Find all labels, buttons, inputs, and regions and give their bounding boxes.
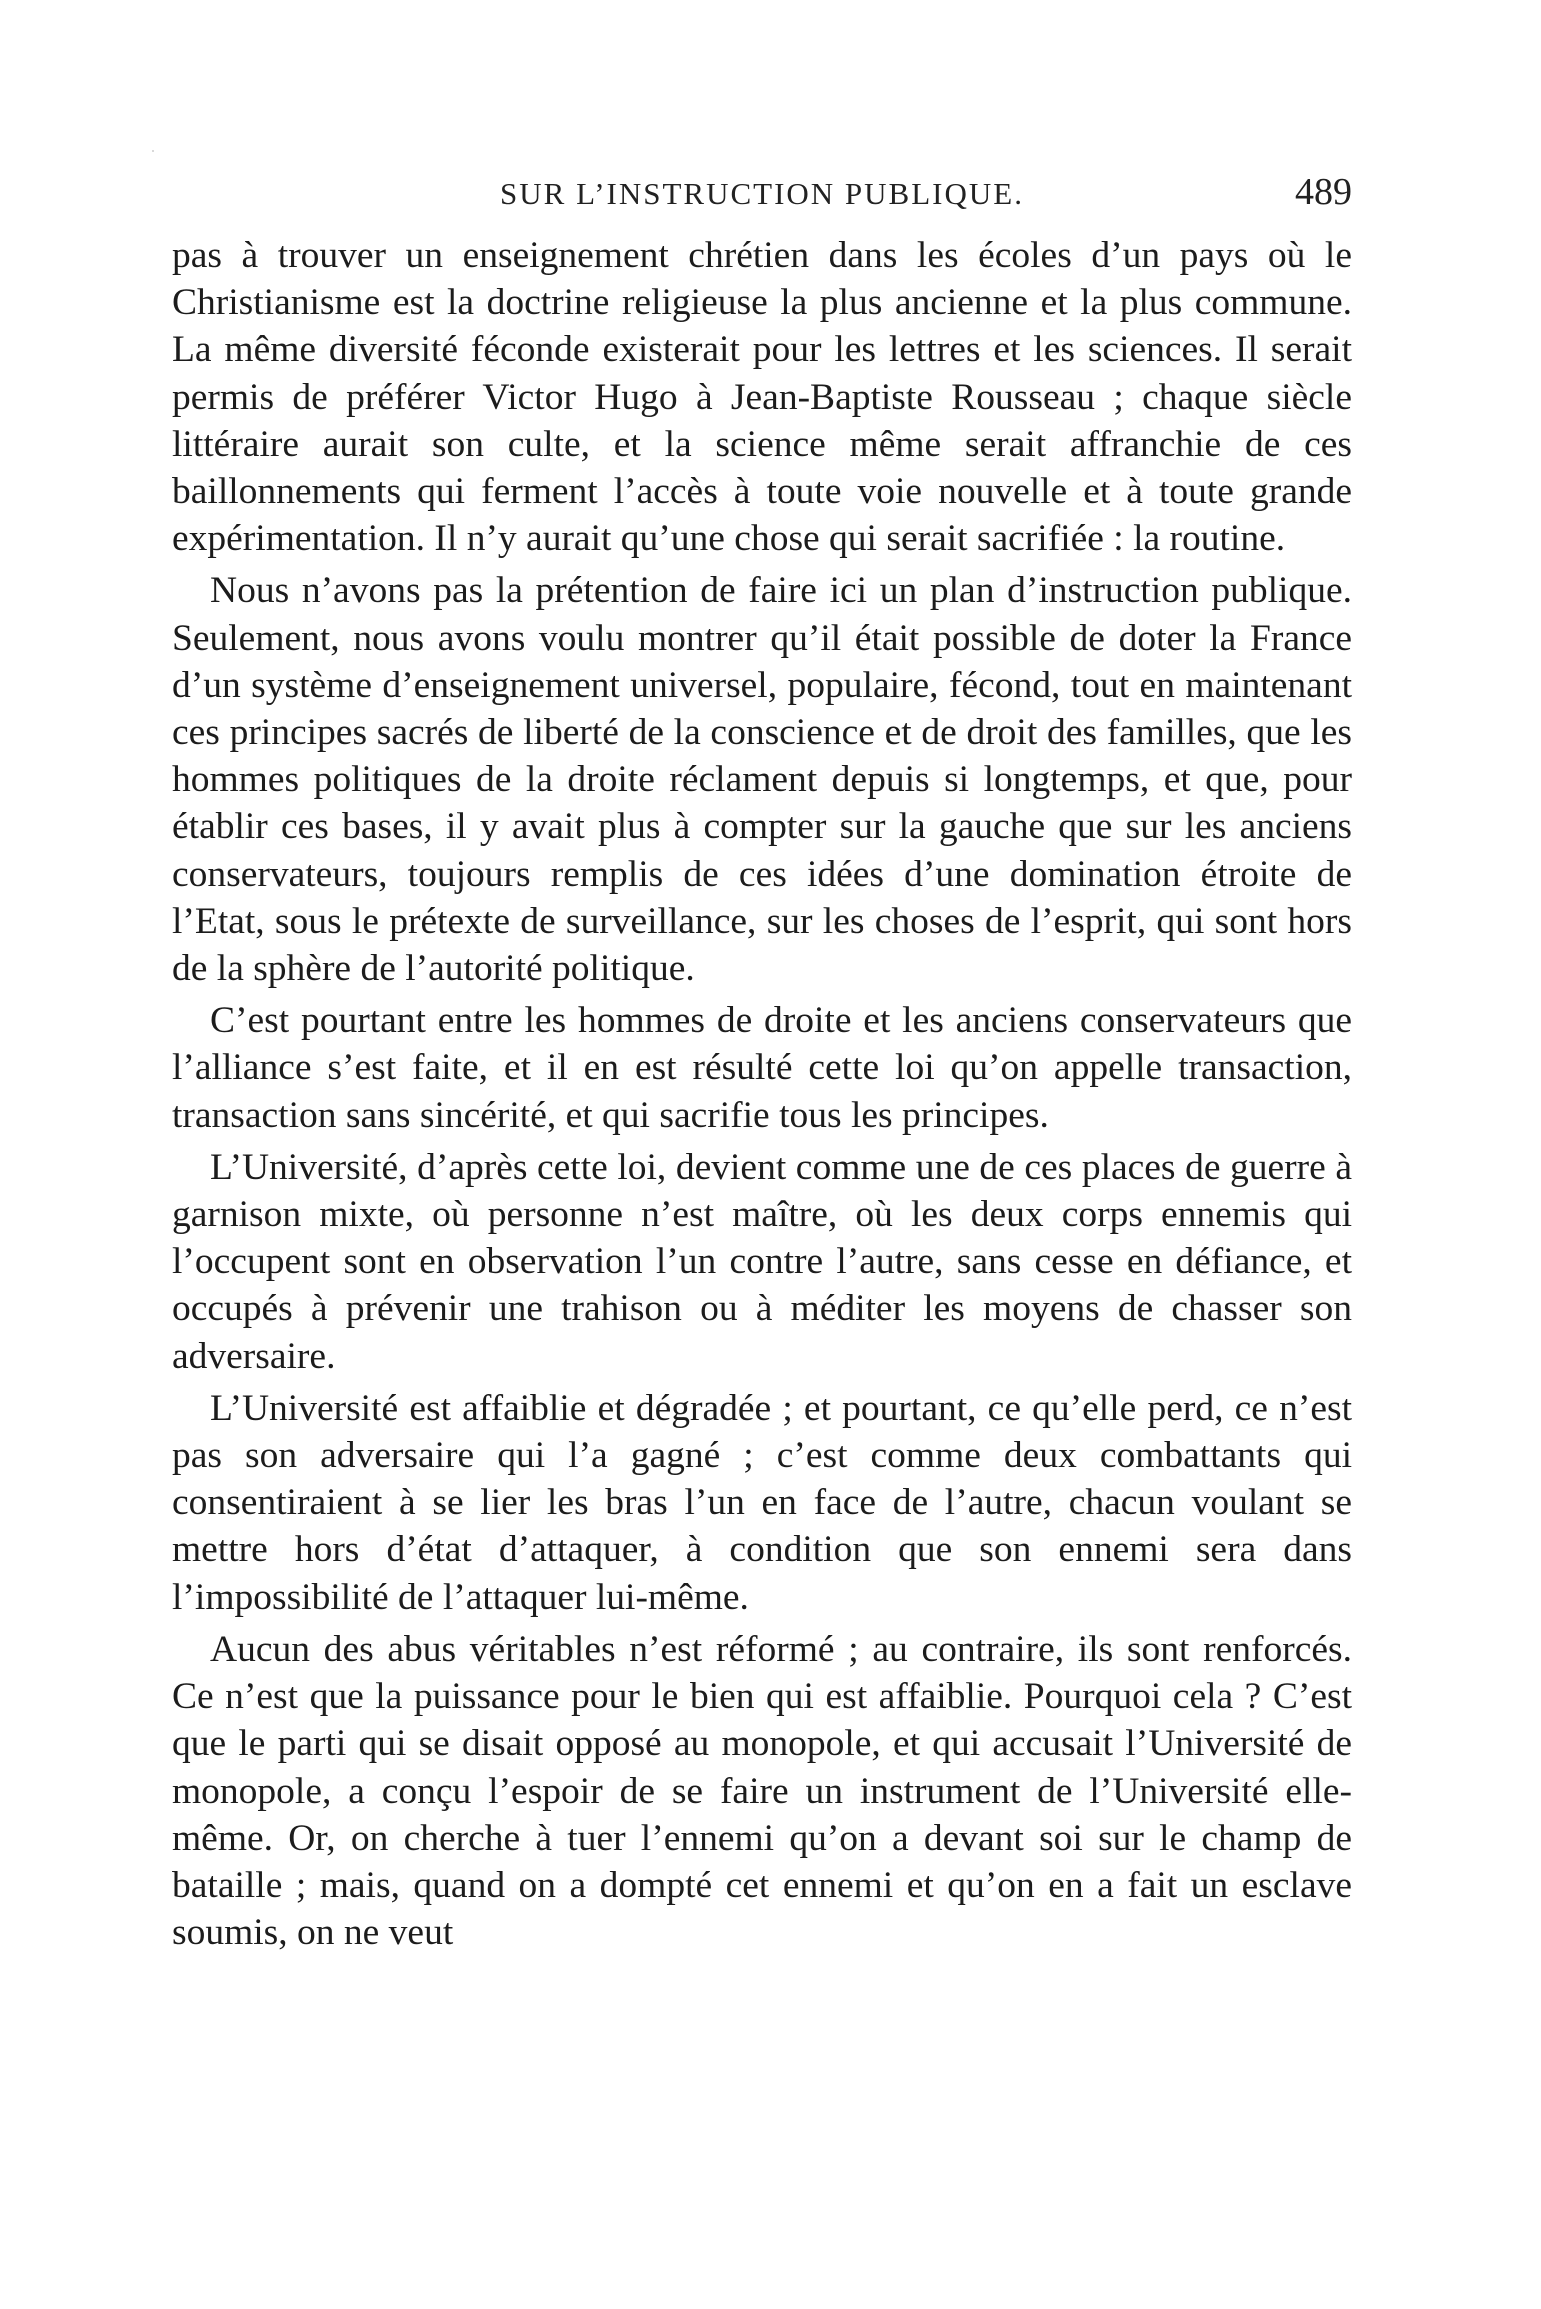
- scan-speck: [152, 150, 154, 152]
- running-title: SUR L’INSTRUCTION PUBLIQUE.: [500, 176, 1024, 211]
- page-number: 489: [1295, 171, 1352, 213]
- page-header: [172, 168, 1352, 218]
- paragraph-6: Aucun des abus véritables n’est réformé ; au contraire, ils sont renforcés. Ce n’est que la puissance pour le bien qui est affaiblie. Pourquoi cela ? C’est que le parti qui se disait opposé au monopole, et qui accusait l’Université de monopole, a conçu l’espoir de se faire un instrument de l’Université elle-même. Or, on cherche à tuer l’ennemi qu’on a devant soi sur le champ de bataille ; mais, quand on a dompté cet ennemi et qu’on en a fait un esclave soumis, on ne veut: [172, 1628, 1352, 1954]
- paragraph-1: pas à trouver un enseignement chrétien dans les écoles d’un pays où le Christianisme est la doctrine religieuse la plus ancienne et la plus commune. La même diversité féconde existerait pour les lettres et les sciences. Il serait permis de préférer Victor Hugo à Jean-Baptiste Rousseau ; chaque siècle littéraire aurait son culte, et la science même serait affranchie de ces baillonnements qui ferment l’accès à toute voie nouvelle et à toute grande expérimentation. Il n’y aurait qu’une chose qui serait sacrifiée : la routine.: [172, 235, 1352, 560]
- paragraph-3: C’est pourtant entre les hommes de droite et les anciens conservateurs que l’alliance s’est faite, et il en est résulté cette loi qu’on appelle transaction, transaction sans sincérité, et qui sacrifie tous les principes.: [172, 1000, 1352, 1136]
- paragraph-5: L’Université est affaiblie et dégradée ; et pourtant, ce qu’elle perd, ce n’est pas son adversaire qui l’a gagné ; c’est comme deux combattants qui consentiraient à se lier les bras l’un en face de l’autre, chacun voulant se mettre hors d’état d’attaquer, à condition que son ennemi sera dans l’impossibilité de l’attaquer lui-même.: [172, 1387, 1352, 1618]
- paragraph-4: L’Université, d’après cette loi, devient comme une de ces places de guerre à garnison mixte, où personne n’est maître, où les deux corps ennemis qui l’occupent sont en observation l’un contre l’autre, sans cesse en défiance, et occupés à prévenir une trahison ou à méditer les moyens de chasser son adversaire.: [172, 1146, 1352, 1377]
- body-text: [172, 232, 1352, 1961]
- paragraph-2: Nous n’avons pas la prétention de faire ici un plan d’instruction publique. Seulement, nous avons voulu montrer qu’il était possible de doter la France d’un système d’enseignement universel, populaire, fécond, tout en maintenant ces principes sacrés de liberté de la conscience et de droit des familles, que les hommes politiques de la droite réclament depuis si longtemps, et que, pour établir ces bases, il y avait plus à compter sur la gauche que sur les anciens conservateurs, toujours remplis de ces idées d’une domination étroite de l’Etat, sous le prétexte de surveillance, sur les choses de l’esprit, qui sont hors de la sphère de l’autorité politique.: [172, 570, 1352, 990]
